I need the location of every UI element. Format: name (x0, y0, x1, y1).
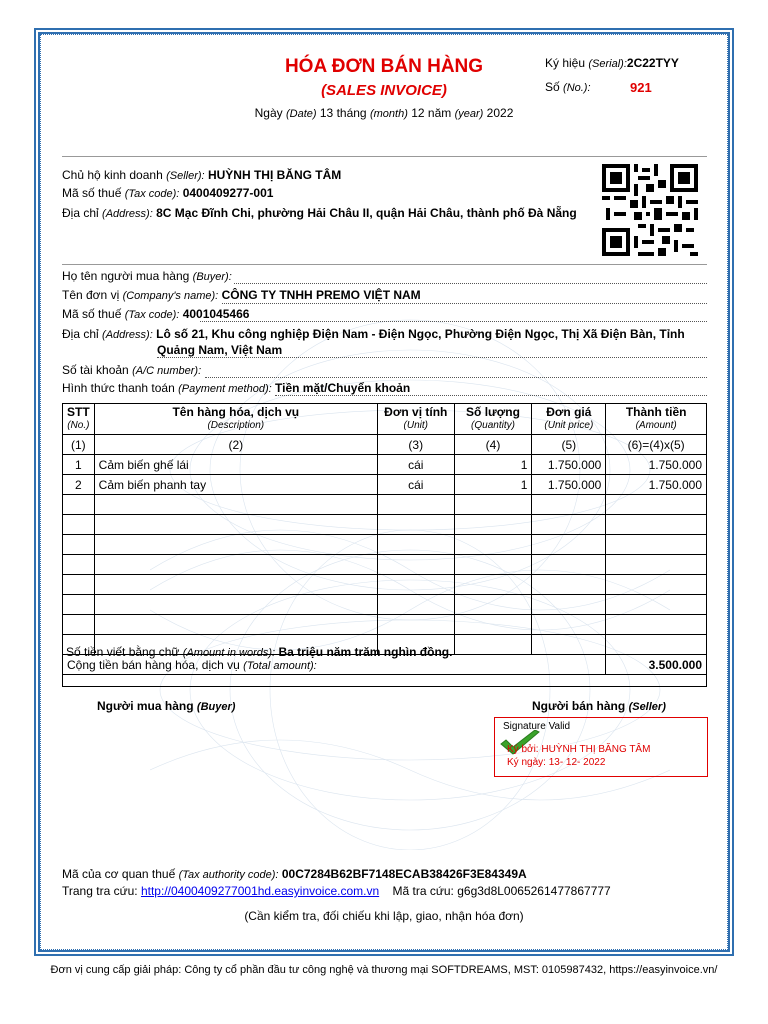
buyer-name-label: Họ tên người mua hàng (Buyer): (62, 269, 232, 283)
invoice-serial: Ký hiệu (Serial):2C22TYY (545, 56, 679, 70)
seller-name: Chủ hộ kinh doanh (Seller): HUỲNH THỊ BĂNG TÂM (62, 168, 342, 182)
digital-signature-box (494, 717, 708, 777)
invoice-date: Ngày (Date) 13 tháng (month) 12 năm (year) 2022 (254, 106, 514, 120)
buyer-name-line (234, 283, 707, 284)
amount-in-words: Số tiền viết bằng chữ (Amount in words): Ba triệu năm trăm nghìn đồng. (66, 645, 453, 659)
lookup-code: g6g3d8L0065261477867777 (457, 884, 611, 898)
payment-method-line (275, 395, 707, 396)
table-row-empty (63, 615, 707, 635)
date-day: 13 (319, 106, 334, 120)
signature-valid-text: Signature Valid (503, 721, 571, 732)
header-no: STT (No.) (63, 404, 95, 435)
total-amount: 3.500.000 (606, 655, 707, 675)
date-month: 12 (411, 106, 425, 120)
divider (62, 156, 707, 157)
seller-address: Địa chỉ (Address): 8C Mạc Đĩnh Chi, phường Hải Châu II, quận Hải Châu, thành phố Đà Nẵng (62, 206, 577, 220)
buyer-signature-label: Người mua hàng (Buyer) (97, 699, 236, 713)
tax-authority-code: Mã của cơ quan thuế (Tax authority code): 00C7284B62BF7148ECAB38426F3E84349A (62, 867, 527, 881)
header-unit-price: Đơn giá (Unit price) (532, 404, 606, 435)
invoice-no-label: Số (No.): (545, 80, 591, 94)
verification-note: (Cần kiểm tra, đối chiếu khi lập, giao, nhận hóa đơn) (244, 909, 524, 923)
signed-by: Ký bởi: HUỲNH THỊ BĂNG TÂM (507, 744, 651, 755)
buyer-tax-line (200, 321, 707, 322)
buyer-tax-code: Mã số thuế (Tax code): 4001045466 (62, 307, 250, 321)
date-year: 2022 (486, 106, 514, 120)
table-row: 2 Cảm biến phanh tay cái 1 1.750.000 1.750.000 (63, 475, 707, 495)
signed-date: Ký ngày: 13- 12- 2022 (507, 757, 606, 768)
provider-footer: Đơn vị cung cấp giải pháp: Công ty cổ phần đầu tư công nghệ và thương mại SOFTDREAMS, MST: 0105987432, https://easyinvoice.vn/ (50, 964, 718, 976)
lookup-info: Trang tra cứu: http://0400409277001hd.easyinvoice.com.vn Mã tra cứu: g6g3d8L0065261477867777 (62, 884, 611, 898)
header-unit: Đơn vị tính (Unit) (377, 404, 454, 435)
table-row: 1 Cảm biến ghế lái cái 1 1.750.000 1.750.000 (63, 455, 707, 475)
table-row-empty (63, 495, 707, 515)
table-row-empty (63, 555, 707, 575)
buyer-address: Địa chỉ (Address): Lô số 21, Khu công nghiệp Điện Nam - Điện Ngọc, Phường Điện Ngọc, Thị Xã Điện Bàn, Tỉnh (62, 327, 685, 341)
table-header-row (63, 404, 707, 435)
divider (62, 264, 707, 265)
buyer-account-line (205, 377, 707, 378)
table-row-empty (63, 595, 707, 615)
buyer-address-line2: Quảng Nam, Việt Nam (157, 343, 283, 357)
table-row-empty (63, 575, 707, 595)
table-index-row: (1) (2) (3) (4) (5) (6)=(4)x(5) (63, 435, 707, 455)
invoice-title-en: (SALES INVOICE) (321, 82, 447, 99)
buyer-company-line (222, 303, 707, 304)
lookup-link[interactable]: http://0400409277001hd.easyinvoice.com.vn (140, 884, 380, 898)
buyer-account: Số tài khoản (A/C number): (62, 363, 202, 377)
header-description: Tên hàng hóa, dịch vụ (Description) (94, 404, 377, 435)
payment-method: Hình thức thanh toán (Payment method): Tiền mặt/Chuyển khoản (62, 381, 411, 395)
seller-tax-code: Mã số thuế (Tax code): 0400409277-001 (62, 186, 274, 200)
invoice-title: HÓA ĐƠN BÁN HÀNG (284, 56, 484, 77)
amount-in-words-box (62, 643, 707, 687)
buyer-address-line (157, 357, 707, 358)
table-row-empty (63, 515, 707, 535)
seller-signature-label: Người bán hàng (Seller) (532, 699, 666, 713)
table-row-empty (63, 535, 707, 555)
header-amount: Thành tiền (Amount) (606, 404, 707, 435)
items-table (62, 403, 707, 675)
header-quantity: Số lượng (Quantity) (454, 404, 532, 435)
total-row: Cộng tiền bán hàng hóa, dịch vụ (Total amount): 3.500.000 (63, 655, 707, 675)
buyer-company: Tên đơn vị (Company's name): CÔNG TY TNHH PREMO VIỆT NAM (62, 288, 421, 302)
qr-code-icon (602, 164, 698, 256)
invoice-number: 921 (630, 80, 652, 95)
